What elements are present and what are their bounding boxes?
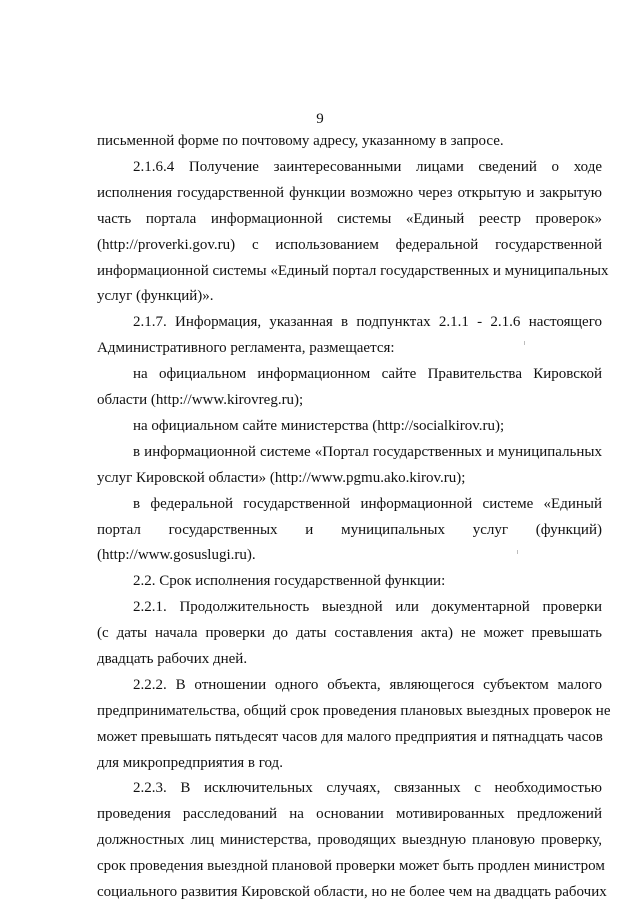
text-line: 2.1.6.4 Получение заинтересованными лицами сведений о ходе <box>133 159 602 175</box>
text-line: 2.2.2. В отношении одного объекта, являющегося субъектом малого <box>133 677 602 693</box>
text-line: услуг (функций)». <box>97 288 214 304</box>
text-line: Административного регламента, размещается: <box>97 340 395 356</box>
text-line: письменной форме по почтовому адресу, указанному в запросе. <box>97 133 504 149</box>
text-line: области (http://www.kirovreg.ru); <box>97 392 304 408</box>
text-line: (http://proverki.gov.ru) с использованием федеральной государственной <box>97 237 602 253</box>
text-line: в информационной системе «Портал государственных и муниципальных <box>133 444 602 460</box>
scan-speck <box>524 341 525 345</box>
text-line: 2.2. Срок исполнения государственной функции: <box>133 573 446 589</box>
text-line: 2.2.1. Продолжительность выездной или документарной проверки <box>133 599 602 615</box>
text-line: на официальном сайте министерства (http://socialkirov.ru); <box>133 418 505 434</box>
text-line: исполнения государственной функции возможно через открытую и закрытую <box>97 185 602 201</box>
scan-speck <box>517 550 518 554</box>
text-line: информационной системы «Единый портал государственных и муниципальных <box>97 263 609 279</box>
text-line: может превышать пятьдесят часов для малого предприятия и пятнадцать часов <box>97 729 603 745</box>
text-line: 2.1.7. Информация, указанная в подпунктах 2.1.1 - 2.1.6 настоящего <box>133 314 602 330</box>
text-line: (http://www.gosuslugi.ru). <box>97 547 256 563</box>
text-line: срок проведения выездной плановой проверки может быть продлен министром <box>97 858 605 874</box>
page-number: 9 <box>316 111 324 127</box>
text-line: двадцать рабочих дней. <box>97 651 248 667</box>
text-line: проведения расследований на основании мотивированных предложений <box>97 806 602 822</box>
text-line: 2.2.3. В исключительных случаях, связанных с необходимостью <box>133 780 602 796</box>
text-line: на официальном информационном сайте Правительства Кировской <box>133 366 602 382</box>
text-line: (с даты начала проверки до даты составления акта) не может превышать <box>97 625 602 641</box>
text-line: предпринимательства, общий срок проведения плановых выездных проверок не <box>97 703 611 719</box>
text-line: часть портала информационной системы «Единый реестр проверок» <box>97 211 602 227</box>
text-line: должностных лиц министерства, проводящих выездную плановую проверку, <box>97 832 602 848</box>
text-line: портал государственных и муниципальных услуг (функций) <box>97 522 602 538</box>
text-line: в федеральной государственной информационной системе «Единый <box>133 496 602 512</box>
text-line: для микропредприятия в год. <box>97 755 283 771</box>
text-line: социального развития Кировской области, но не более чем на двадцать рабочих <box>97 884 607 900</box>
text-line: услуг Кировской области» (http://www.pgmu.ako.kirov.ru); <box>97 470 466 486</box>
